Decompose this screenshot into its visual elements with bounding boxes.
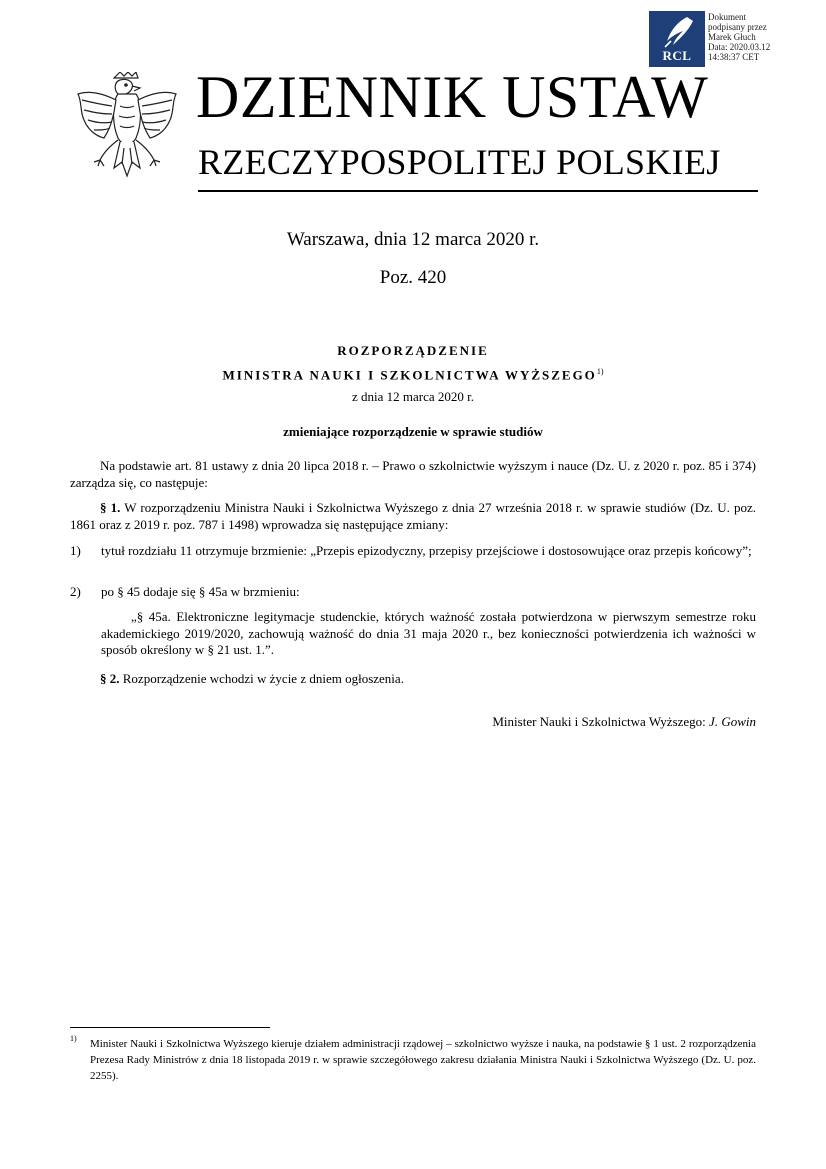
- rcl-quill-logo-icon: [649, 11, 705, 67]
- quoted-provision: „§ 45a. Elektroniczne legitymacje studenckie, których ważność została potwierdzona w pierwszym semestrze roku akademickiego 2019/2020, zachowują ważność do dnia 31 maja 2020 r., bez konieczności potwierdzenia ich ważności w sposób określony w § 21 ust. 1.”.: [101, 609, 756, 657]
- section-1-paragraph: [70, 500, 756, 533]
- signature-line: podpisany przez: [708, 22, 767, 32]
- rcl-logo-text: RCL: [662, 48, 692, 63]
- signature-line: Dokument: [708, 12, 746, 22]
- signoff-name: J. Gowin: [709, 714, 756, 729]
- act-type-heading: ROZPORZĄDZENIE: [337, 343, 489, 358]
- footnote-text: Minister Nauki i Szkolnictwa Wyższego kieruje działem administracji rządowej – szkolnictwo wyższe i nauka, na podstawie § 1 ust. 2 rozporządzenia Prezesa Rady Ministrów z dnia 18 listopada 2019 r. w sprawie szczegółowego zakresu działania Ministra Nauki i Szkolnictwa Wyższego (Dz. U. poz. 2255).: [90, 1038, 756, 1082]
- act-issuer-text: MINISTRA NAUKI I SZKOLNICTWA WYŻSZEGO: [222, 367, 597, 383]
- journal-subtitle: RZECZYPOSPOLITEJ POLSKIEJ: [198, 142, 721, 182]
- act-issuer-heading: [0, 364, 826, 383]
- section-1-label: § 1.: [100, 500, 121, 515]
- journal-title: DZIENNIK USTAW: [196, 64, 709, 130]
- signature-line: Data: 2020.03.12: [708, 42, 771, 52]
- section-2-label: § 2.: [100, 671, 120, 686]
- signoff: [492, 714, 756, 730]
- footnote-reference: 1): [596, 367, 604, 376]
- signature-line: 14:38:37 CET: [708, 52, 760, 62]
- section-1-text: W rozporządzeniu Ministra Nauki i Szkolnictwa Wyższego z dnia 27 września 2018 r. w sprawie studiów (Dz. U. poz. 1861 oraz z 2019 r. poz. 787 i 1498) wprowadza się następujące zmiany:: [70, 500, 757, 532]
- position-number: Poz. 420: [379, 267, 447, 288]
- footnote-mark: 1): [70, 1034, 77, 1043]
- signature-line: Marek Głuch: [708, 32, 756, 42]
- list-item-number: 2): [70, 584, 81, 599]
- section-2-paragraph: [70, 671, 756, 688]
- white-eagle-emblem-icon: [74, 72, 178, 186]
- footnote-divider: [70, 1027, 270, 1028]
- act-date: z dnia 12 marca 2020 r.: [351, 389, 474, 404]
- section-2-text: Rozporządzenie wchodzi w życie z dniem ogłoszenia.: [122, 671, 404, 686]
- act-subject: zmieniające rozporządzenie w sprawie studiów: [283, 424, 543, 439]
- signoff-role: Minister Nauki i Szkolnictwa Wyższego:: [492, 714, 706, 729]
- list-item-text: po § 45 dodaje się § 45a w brzmieniu:: [101, 584, 300, 599]
- list-item-text: tytuł rozdziału 11 otrzymuje brzmienie: „Przepis epizodyczny, przepisy przejściowe i dostosowujące oraz przepis końcowy”;: [101, 543, 752, 558]
- digital-signature-badge: [649, 11, 819, 67]
- title-divider: [198, 190, 758, 192]
- legal-basis-paragraph: Na podstawie art. 81 ustawy z dnia 20 lipca 2018 r. – Prawo o szkolnictwie wyższym i nauce (Dz. U. z 2020 r. poz. 85 i 374) zarządza się, co następuje:: [70, 458, 756, 490]
- list-item-number: 1): [70, 543, 81, 558]
- publication-date: Warszawa, dnia 12 marca 2020 r.: [286, 229, 540, 250]
- signature-details: [708, 12, 770, 62]
